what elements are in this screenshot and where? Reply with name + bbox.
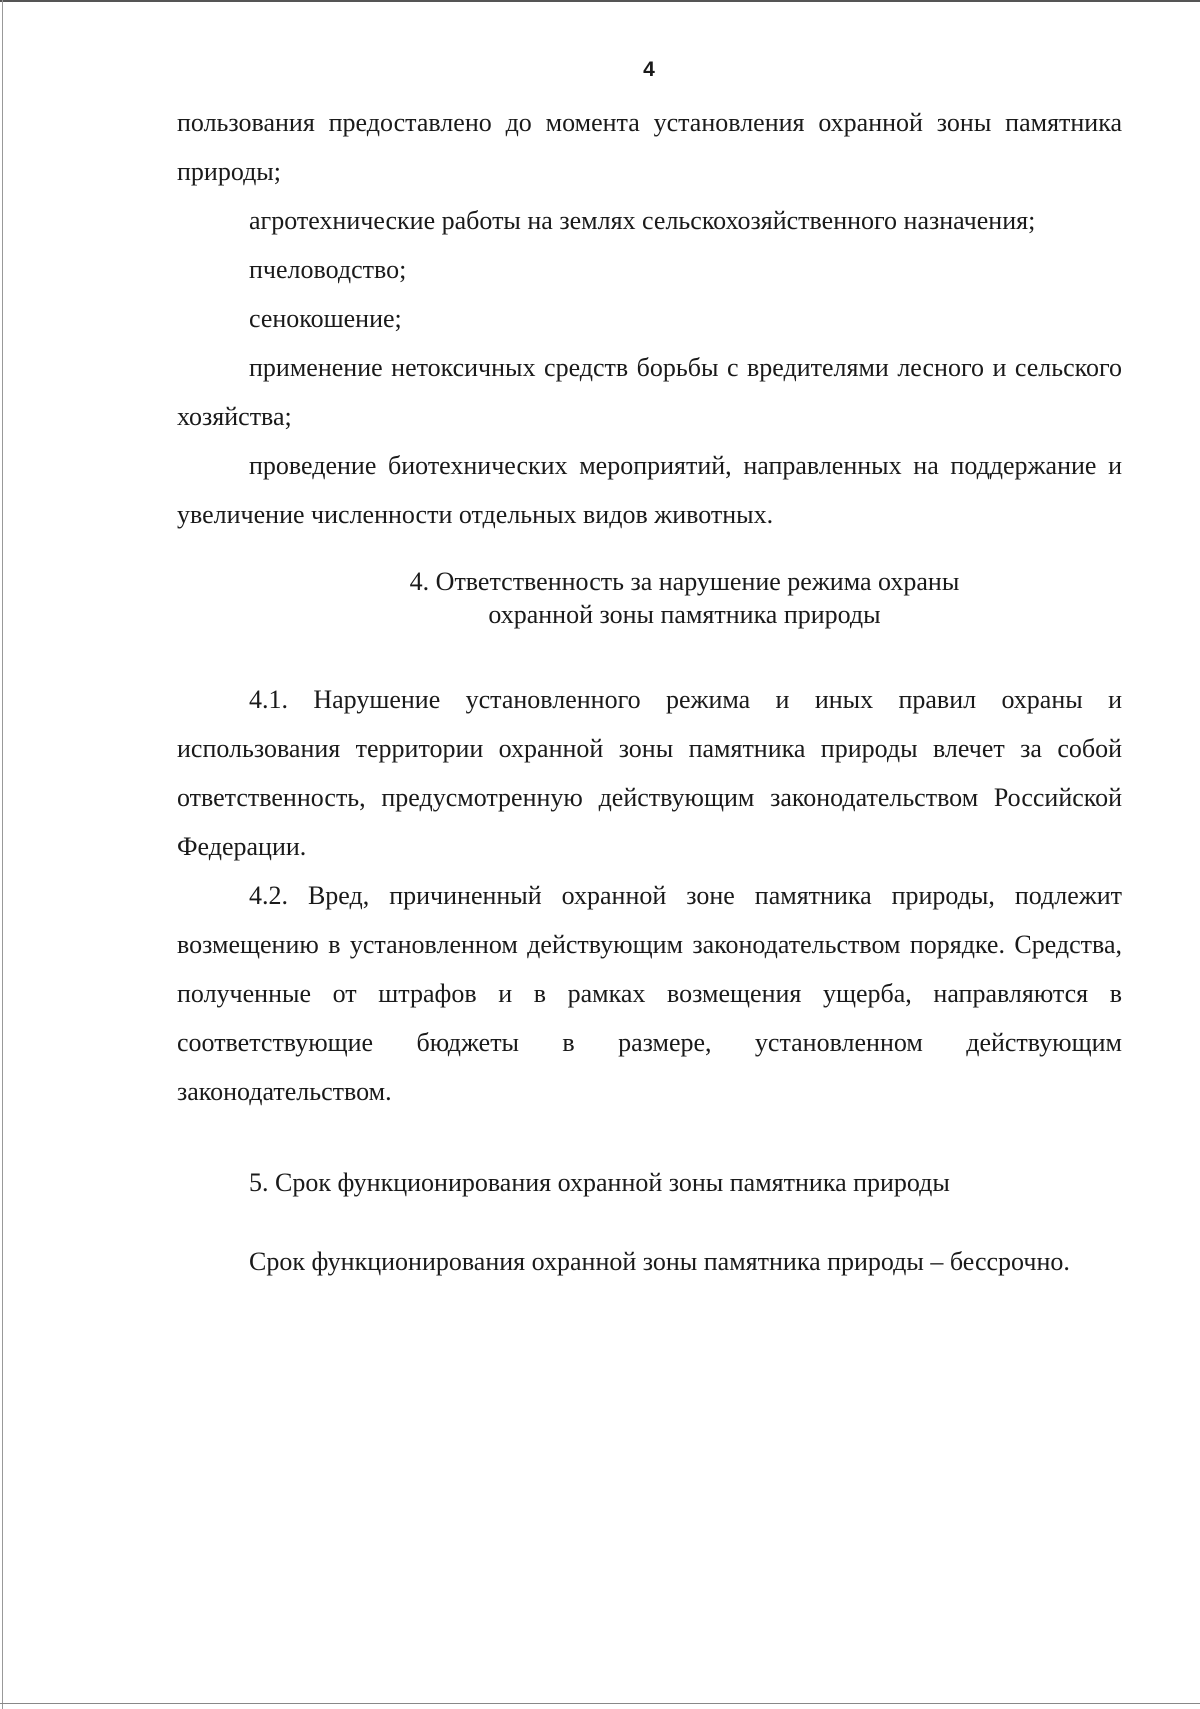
list-item-beekeeping: пчеловодство; xyxy=(249,255,407,284)
list-item-haymaking: сенокошение; xyxy=(249,304,402,333)
section-4-paragraph-1: 4.1. Нарушение установленного режима и иных правил охраны и использования территории охранной зоны памятника природы влечет за собой ответственность, предусмотренную действующим законодательством Российской Федерации. xyxy=(177,685,1122,861)
paragraph-continuation: пользования предоставлено до момента установления охранной зоны памятника природы; xyxy=(177,108,1122,186)
list-item-pest-control: применение нетоксичных средств борьбы с вредителями лесного и сельского хозяйства; xyxy=(177,353,1122,431)
list-item-biotechnical: проведение биотехнических мероприятий, направленных на поддержание и увеличение численности отдельных видов животных. xyxy=(177,451,1122,529)
section-4-paragraph-2: 4.2. Вред, причиненный охранной зоне памятника природы, подлежит возмещению в установленном действующим законодательством порядке. Средства, полученные от штрафов и в рамках возмещения ущерба, направляются в соответствующие бюджеты в размере, установленном действующим законодательством. xyxy=(177,881,1122,1106)
section-5-paragraph-1: Срок функционирования охранной зоны памятника природы – бессрочно. xyxy=(249,1247,1070,1276)
section-4-title-line-2: охранной зоны памятника природы xyxy=(488,600,881,629)
page-number: 4 xyxy=(643,58,655,81)
scan-border-top xyxy=(0,0,1200,2)
section-4-title-line-1: 4. Ответственность за нарушение режима охраны xyxy=(409,567,960,596)
scan-border-bottom xyxy=(0,1703,1200,1704)
section-5-title: 5. Срок функционирования охранной зоны памятника природы xyxy=(249,1168,950,1197)
list-item-agrotechnical: агротехнические работы на землях сельскохозяйственного назначения; xyxy=(249,206,1036,235)
scan-border-left xyxy=(2,0,3,1709)
document-body xyxy=(177,98,1122,1286)
